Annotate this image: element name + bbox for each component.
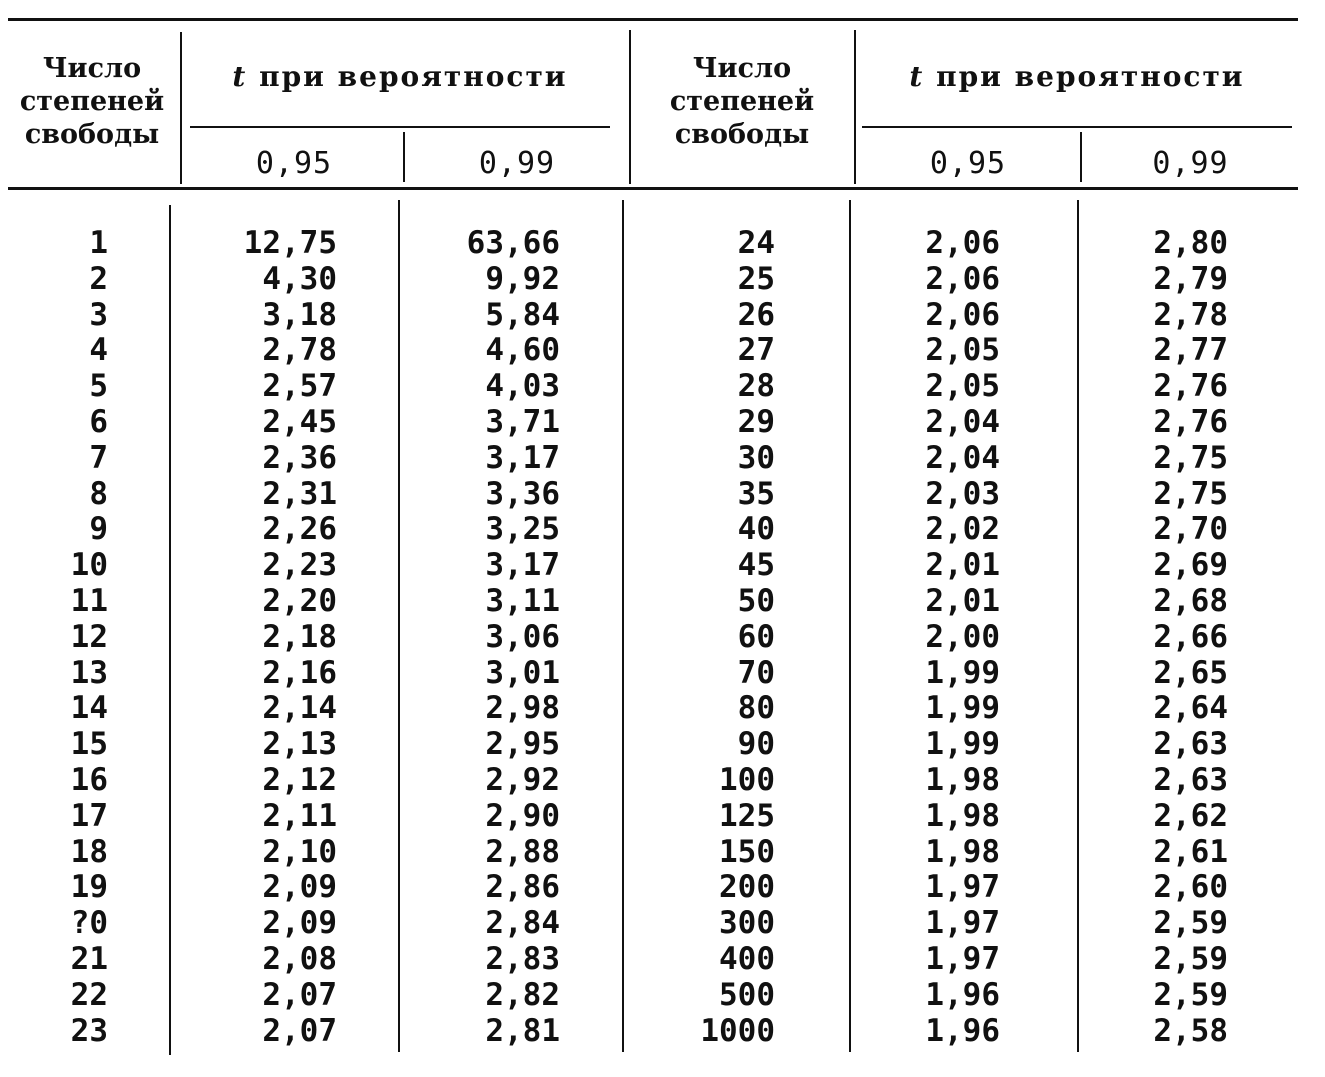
table-cell: 5 [89,368,108,405]
body-divider-2 [398,200,400,1052]
table-cell: 2,13 [262,726,337,763]
table-cell: 2,58 [1153,1012,1228,1049]
table-cell: 2,18 [262,618,337,655]
table-cell: 2,07 [262,976,337,1013]
table-cell: 2,12 [262,761,337,798]
table-cell: 3 [89,296,108,333]
table-cell: 2,69 [1153,547,1228,584]
table-cell: 9,92 [485,260,560,297]
table-cell: 1000 [700,1012,775,1049]
table-cell: 2,06 [925,225,1000,261]
table-cell: 2,63 [1153,726,1228,763]
table-cell: 1,99 [925,690,1000,727]
table-cell: 22 [70,976,108,1013]
table-cell: 2,80 [1153,225,1228,261]
table-cell: 2,57 [262,368,337,405]
table-cell: 2,76 [1153,403,1228,440]
table-cell: 1,99 [925,726,1000,763]
table-cell: 80 [737,690,775,727]
table-cell: ?0 [70,905,108,942]
table-cell: 2,04 [925,439,1000,476]
table-cell: 2,09 [262,905,337,942]
table-cell: 2,14 [262,690,337,727]
table-cell: 1,98 [925,797,1000,834]
table-cell: 1,98 [925,761,1000,798]
table-cell: 3,36 [485,475,560,512]
table-cell: 17 [70,797,108,834]
table-cell: 10 [70,547,108,584]
table-cell: 25 [737,260,775,297]
table-cell: 3,25 [485,511,560,548]
table-cell: 1,98 [925,833,1000,870]
header-divider-3 [629,30,631,184]
right-t-header-rule [862,126,1292,128]
df-header-line: Число [692,53,792,84]
table-cell: 2,05 [925,368,1000,405]
table-cell: 125 [719,797,775,834]
df-header-right [632,52,852,151]
table-cell: 24 [737,225,775,261]
table-cell: 2,06 [925,296,1000,333]
table-cell: 2,82 [485,976,560,1013]
table-cell: 2,81 [485,1012,560,1049]
table-cell: 2,64 [1153,690,1228,727]
table-cell: 300 [719,905,775,942]
table-cell: 2,26 [262,511,337,548]
table-cell: 3,06 [485,618,560,655]
table-cell: 3,17 [485,547,560,584]
table-cell: 11 [70,582,108,619]
df-header-left [8,52,176,151]
p099-column-right [1130,226,1228,1049]
table-cell: 2,03 [925,475,1000,512]
table-cell: 2 [89,260,108,297]
table-cell: 29 [737,403,775,440]
p095-header-left: 0,95 [255,146,333,181]
table-cell: 100 [719,761,775,798]
table-cell: 2,59 [1153,976,1228,1013]
table-cell: 1,97 [925,905,1000,942]
table-cell: 40 [737,511,775,548]
table-cell: 23 [70,1012,108,1049]
table-cell: 2,59 [1153,905,1228,942]
body-divider-3 [622,200,624,1052]
table-cell: 2,76 [1153,368,1228,405]
p095-column-right [905,226,1000,1049]
table-cell: 2,95 [485,726,560,763]
table-cell: 2,62 [1153,797,1228,834]
body-divider-4 [849,200,851,1052]
table-cell: 2,00 [925,618,1000,655]
header-divider-2 [403,132,405,182]
table-cell: 2,83 [485,940,560,977]
table-cell: 2,59 [1153,940,1228,977]
table-cell: 2,60 [1153,869,1228,906]
table-cell: 2,86 [485,869,560,906]
table-cell: 4,03 [485,368,560,405]
table-cell: 2,88 [485,833,560,870]
df-column-right [665,226,775,1049]
table-cell: 50 [737,582,775,619]
table-cell: 2,10 [262,833,337,870]
table-cell: 2,77 [1153,332,1228,369]
p095-column-left [225,226,337,1049]
table-cell: 2,16 [262,654,337,691]
table-cell: 3,17 [485,439,560,476]
table-cell: 1,97 [925,869,1000,906]
table-cell: 2,66 [1153,618,1228,655]
table-cell: 2,78 [262,332,337,369]
table-cell: 1,97 [925,940,1000,977]
header-divider-5 [1080,132,1082,182]
p099-header-left: 0,99 [478,146,556,181]
table-cell: 1 [89,225,108,261]
table-cell: 35 [737,475,775,512]
table-cell: 4,60 [485,332,560,369]
df-header-line: степеней [669,86,815,117]
table-cell: 2,07 [262,1012,337,1049]
table-cell: 2,68 [1153,582,1228,619]
table-cell: 2,63 [1153,761,1228,798]
t-header-label: при вероятности [936,60,1245,93]
table-cell: 2,61 [1153,833,1228,870]
table-cell: 2,31 [262,475,337,512]
table-cell: 2,09 [262,869,337,906]
table-cell: 3,11 [485,582,560,619]
table-cell: 8 [89,475,108,512]
table-cell: 2,92 [485,761,560,798]
table-cell: 2,45 [262,403,337,440]
table-cell: 30 [737,439,775,476]
table-cell: 2,06 [925,260,1000,297]
table-cell: 6 [89,403,108,440]
table-cell: 2,20 [262,582,337,619]
table-cell: 4,30 [262,260,337,297]
header-divider-4 [854,30,856,184]
p099-column-left [445,226,560,1049]
table-cell: 5,84 [485,296,560,333]
table-cell: 500 [719,976,775,1013]
df-column-left [40,226,108,1049]
t-symbol: t [909,60,925,93]
table-cell: 200 [719,869,775,906]
table-cell: 3,71 [485,403,560,440]
table-cell: 4 [89,332,108,369]
table-cell: 1,99 [925,654,1000,691]
t-header-right [862,60,1292,93]
table-cell: 3,18 [262,296,337,333]
df-header-line: свободы [674,119,810,150]
table-cell: 90 [737,726,775,763]
body-divider-5 [1077,200,1079,1052]
table-cell: 2,90 [485,797,560,834]
table-cell: 2,02 [925,511,1000,548]
table-cell: 2,75 [1153,475,1228,512]
table-cell: 2,05 [925,332,1000,369]
table-cell: 7 [89,439,108,476]
table-cell: 2,23 [262,547,337,584]
table-cell: 150 [719,833,775,870]
table-cell: 28 [737,368,775,405]
table-cell: 2,01 [925,547,1000,584]
t-header-left [190,60,610,93]
table-cell: 63,66 [466,225,560,261]
t-symbol: t [232,60,248,93]
table-cell: 2,01 [925,582,1000,619]
table-cell: 70 [737,654,775,691]
table-cell: 2,08 [262,940,337,977]
table-cell: 13 [70,654,108,691]
table-cell: 12 [70,618,108,655]
table-cell: 2,78 [1153,296,1228,333]
table-cell: 12,75 [243,225,337,261]
table-cell: 60 [737,618,775,655]
table-cell: 2,11 [262,797,337,834]
table-cell: 19 [70,869,108,906]
table-cell: 16 [70,761,108,798]
t-header-label: при вероятности [259,60,568,93]
table-cell: 45 [737,547,775,584]
table-cell: 21 [70,940,108,977]
table-cell: 2,75 [1153,439,1228,476]
table-cell: 18 [70,833,108,870]
left-t-header-rule [190,126,610,128]
table-cell: 1,96 [925,976,1000,1013]
table-cell: 2,65 [1153,654,1228,691]
header-bottom-rule [8,187,1298,190]
table-cell: 2,36 [262,439,337,476]
df-header-line: Число [42,53,142,84]
df-header-line: степеней [19,86,165,117]
body-divider-1 [169,205,171,1055]
p099-header-right: 0,99 [1152,146,1229,181]
top-rule [8,18,1298,21]
table-cell: 15 [70,726,108,763]
table-cell: 2,70 [1153,511,1228,548]
table-cell: 26 [737,296,775,333]
header-divider-1 [180,32,182,184]
table-cell: 3,01 [485,654,560,691]
table-cell: 400 [719,940,775,977]
table-cell: 2,79 [1153,260,1228,297]
df-header-line: свободы [24,119,160,150]
table-cell: 9 [89,511,108,548]
table-cell: 2,84 [485,905,560,942]
table-cell: 2,98 [485,690,560,727]
table-cell: 1,96 [925,1012,1000,1049]
table-cell: 14 [70,690,108,727]
table-cell: 2,04 [925,403,1000,440]
table-cell: 27 [737,332,775,369]
p095-header-right: 0,95 [929,146,1007,181]
